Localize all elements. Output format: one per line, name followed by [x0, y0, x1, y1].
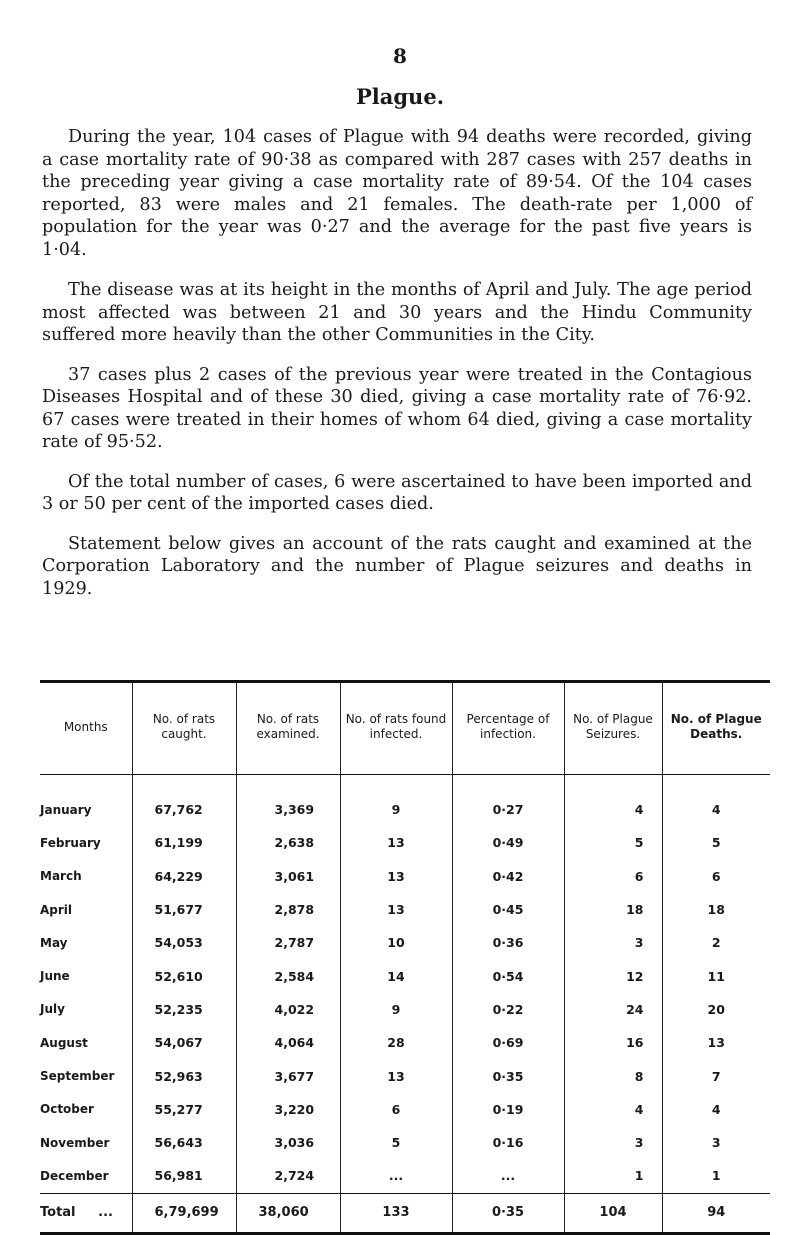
cell-examined: 4,022 — [236, 993, 340, 1026]
cell-percentage: ... — [452, 1159, 564, 1193]
cell-percentage: 0·45 — [452, 893, 564, 926]
paragraph-4: Of the total number of cases, 6 were ascertained to have been imported and 3 or 50 per cent of the imported cases died. — [42, 471, 752, 514]
table-row — [40, 926, 770, 959]
cell-deaths: 18 — [662, 893, 770, 926]
cell-seizures: 4 — [564, 1093, 662, 1126]
col-header-infected: No. of rats found infected. — [340, 682, 452, 775]
cell-deaths: 2 — [662, 926, 770, 959]
cell-seizures: 16 — [564, 1026, 662, 1059]
cell-percentage: 0·54 — [452, 959, 564, 992]
paragraph-3: 37 cases plus 2 cases of the previous year were treated in the Contagious Diseases Hospital and of these 30 died, giving a case mortality rate of 76·92. 67 cases were treated in their homes of whom 64 died, giving a case mortality rate of 95·52. — [42, 364, 752, 452]
cell-percentage: 0·22 — [452, 993, 564, 1026]
total-label: Total — [40, 1205, 76, 1221]
cell-deaths: 11 — [662, 959, 770, 992]
cell-percentage: 0·35 — [452, 1059, 564, 1092]
cell-deaths: 20 — [662, 993, 770, 1026]
cell-caught: 54,067 — [132, 1026, 236, 1059]
cell-examined: 3,061 — [236, 860, 340, 893]
cell-caught: 52,963 — [132, 1059, 236, 1092]
table-body — [40, 775, 770, 1194]
cell-month: February — [40, 835, 101, 850]
total-infected: 133 — [340, 1193, 452, 1233]
col-header-months: Months — [63, 719, 108, 734]
cell-infected: ... — [340, 1159, 452, 1193]
cell-deaths: 4 — [662, 775, 770, 827]
cell-month: May — [40, 935, 68, 950]
col-header-examined: No. of rats examined. — [236, 682, 340, 775]
cell-deaths: 13 — [662, 1026, 770, 1059]
cell-deaths: 1 — [662, 1159, 770, 1193]
cell-seizures: 18 — [564, 893, 662, 926]
cell-seizures: 24 — [564, 993, 662, 1026]
total-row — [40, 1193, 770, 1233]
cell-infected: 9 — [340, 993, 452, 1026]
table-row — [40, 1093, 770, 1126]
section-heading: Plague. — [356, 84, 444, 109]
cell-caught: 52,235 — [132, 993, 236, 1026]
table-row — [40, 775, 770, 827]
cell-deaths: 6 — [662, 860, 770, 893]
table-row — [40, 860, 770, 893]
body-text — [42, 126, 752, 617]
cell-examined: 2,724 — [236, 1159, 340, 1193]
cell-percentage: 0·27 — [452, 775, 564, 827]
cell-infected: 6 — [340, 1093, 452, 1126]
cell-infected: 13 — [340, 826, 452, 859]
cell-infected: 14 — [340, 959, 452, 992]
total-dots: ... — [98, 1205, 113, 1221]
table-row — [40, 893, 770, 926]
total-percentage: 0·35 — [452, 1193, 564, 1233]
rats-statement-table — [40, 680, 770, 1235]
cell-examined: 3,677 — [236, 1059, 340, 1092]
cell-month: June — [40, 969, 70, 984]
cell-month: October — [40, 1102, 94, 1117]
cell-caught: 56,643 — [132, 1126, 236, 1159]
total-label-cell — [40, 1193, 132, 1233]
cell-examined: 3,369 — [236, 775, 340, 827]
cell-caught: 52,610 — [132, 959, 236, 992]
table-row — [40, 1059, 770, 1092]
cell-deaths: 7 — [662, 1059, 770, 1092]
cell-seizures: 1 — [564, 1159, 662, 1193]
table-header — [40, 682, 770, 775]
cell-month: November — [40, 1135, 110, 1150]
cell-deaths: 3 — [662, 1126, 770, 1159]
cell-caught: 64,229 — [132, 860, 236, 893]
cell-deaths: 4 — [662, 1093, 770, 1126]
col-header-caught: No. of rats caught. — [132, 682, 236, 775]
cell-month: January — [40, 802, 92, 817]
paragraph-1: During the year, 104 cases of Plague with 94 deaths were recorded, giving a case mortality rate of 90·38 as compared with 287 cases with 257 deaths in the preceding year giving a case mortality rate of 89·54. Of the 104 cases reported, 83 were males and 21 females. The death-rate per 1,000 of population for the year was 0·27 and the average for the past five years is 1·04. — [42, 127, 752, 260]
cell-caught: 61,199 — [132, 826, 236, 859]
cell-caught: 54,053 — [132, 926, 236, 959]
cell-infected: 28 — [340, 1026, 452, 1059]
cell-infected: 10 — [340, 926, 452, 959]
cell-seizures: 6 — [564, 860, 662, 893]
table-footer — [40, 1193, 770, 1233]
cell-seizures: 8 — [564, 1059, 662, 1092]
table-row — [40, 959, 770, 992]
cell-percentage: 0·36 — [452, 926, 564, 959]
cell-infected: 13 — [340, 1059, 452, 1092]
cell-examined: 3,220 — [236, 1093, 340, 1126]
cell-seizures: 3 — [564, 926, 662, 959]
col-header-seizures: No. of Plague Seizures. — [564, 682, 662, 775]
cell-percentage: 0·16 — [452, 1126, 564, 1159]
cell-seizures: 4 — [564, 775, 662, 827]
cell-seizures: 12 — [564, 959, 662, 992]
cell-percentage: 0·42 — [452, 860, 564, 893]
cell-percentage: 0·69 — [452, 1026, 564, 1059]
table-row — [40, 993, 770, 1026]
cell-month: August — [40, 1035, 88, 1050]
total-seizures: 104 — [564, 1193, 662, 1233]
table-row — [40, 826, 770, 859]
total-deaths: 94 — [662, 1193, 770, 1233]
cell-seizures: 5 — [564, 826, 662, 859]
cell-caught: 56,981 — [132, 1159, 236, 1193]
cell-caught: 67,762 — [132, 775, 236, 827]
table — [40, 680, 770, 1235]
cell-month: April — [40, 902, 73, 917]
page-number: 8 — [393, 44, 407, 68]
cell-infected: 9 — [340, 775, 452, 827]
cell-percentage: 0·49 — [452, 826, 564, 859]
cell-percentage: 0·19 — [452, 1093, 564, 1126]
cell-infected: 13 — [340, 893, 452, 926]
cell-examined: 4,064 — [236, 1026, 340, 1059]
col-header-percentage: Percentage of infection. — [452, 682, 564, 775]
total-caught: 6,79,699 — [132, 1193, 236, 1233]
table-row — [40, 1026, 770, 1059]
cell-examined: 2,787 — [236, 926, 340, 959]
col-header-deaths: No. of Plague Deaths. — [662, 682, 770, 775]
cell-infected: 13 — [340, 860, 452, 893]
table-row — [40, 1126, 770, 1159]
table-row — [40, 1159, 770, 1193]
cell-month: March — [40, 869, 82, 884]
cell-examined: 2,878 — [236, 893, 340, 926]
cell-examined: 2,638 — [236, 826, 340, 859]
cell-deaths: 5 — [662, 826, 770, 859]
cell-seizures: 3 — [564, 1126, 662, 1159]
cell-month: September — [40, 1069, 115, 1084]
cell-examined: 3,036 — [236, 1126, 340, 1159]
cell-caught: 55,277 — [132, 1093, 236, 1126]
cell-examined: 2,584 — [236, 959, 340, 992]
cell-infected: 5 — [340, 1126, 452, 1159]
paragraph-2: The disease was at its height in the months of April and July. The age period most affected was between 21 and 30 years and the Hindu Community suffered more heavily than the other Communities in the City. — [42, 280, 752, 345]
total-examined: 38,060 — [236, 1193, 340, 1233]
cell-month: July — [40, 1002, 65, 1017]
paragraph-5: Statement below gives an account of the rats caught and examined at the Corporation Laboratory and the number of Plague seizures and deaths in 1929. — [42, 533, 752, 599]
cell-caught: 51,677 — [132, 893, 236, 926]
cell-month: December — [40, 1168, 109, 1183]
